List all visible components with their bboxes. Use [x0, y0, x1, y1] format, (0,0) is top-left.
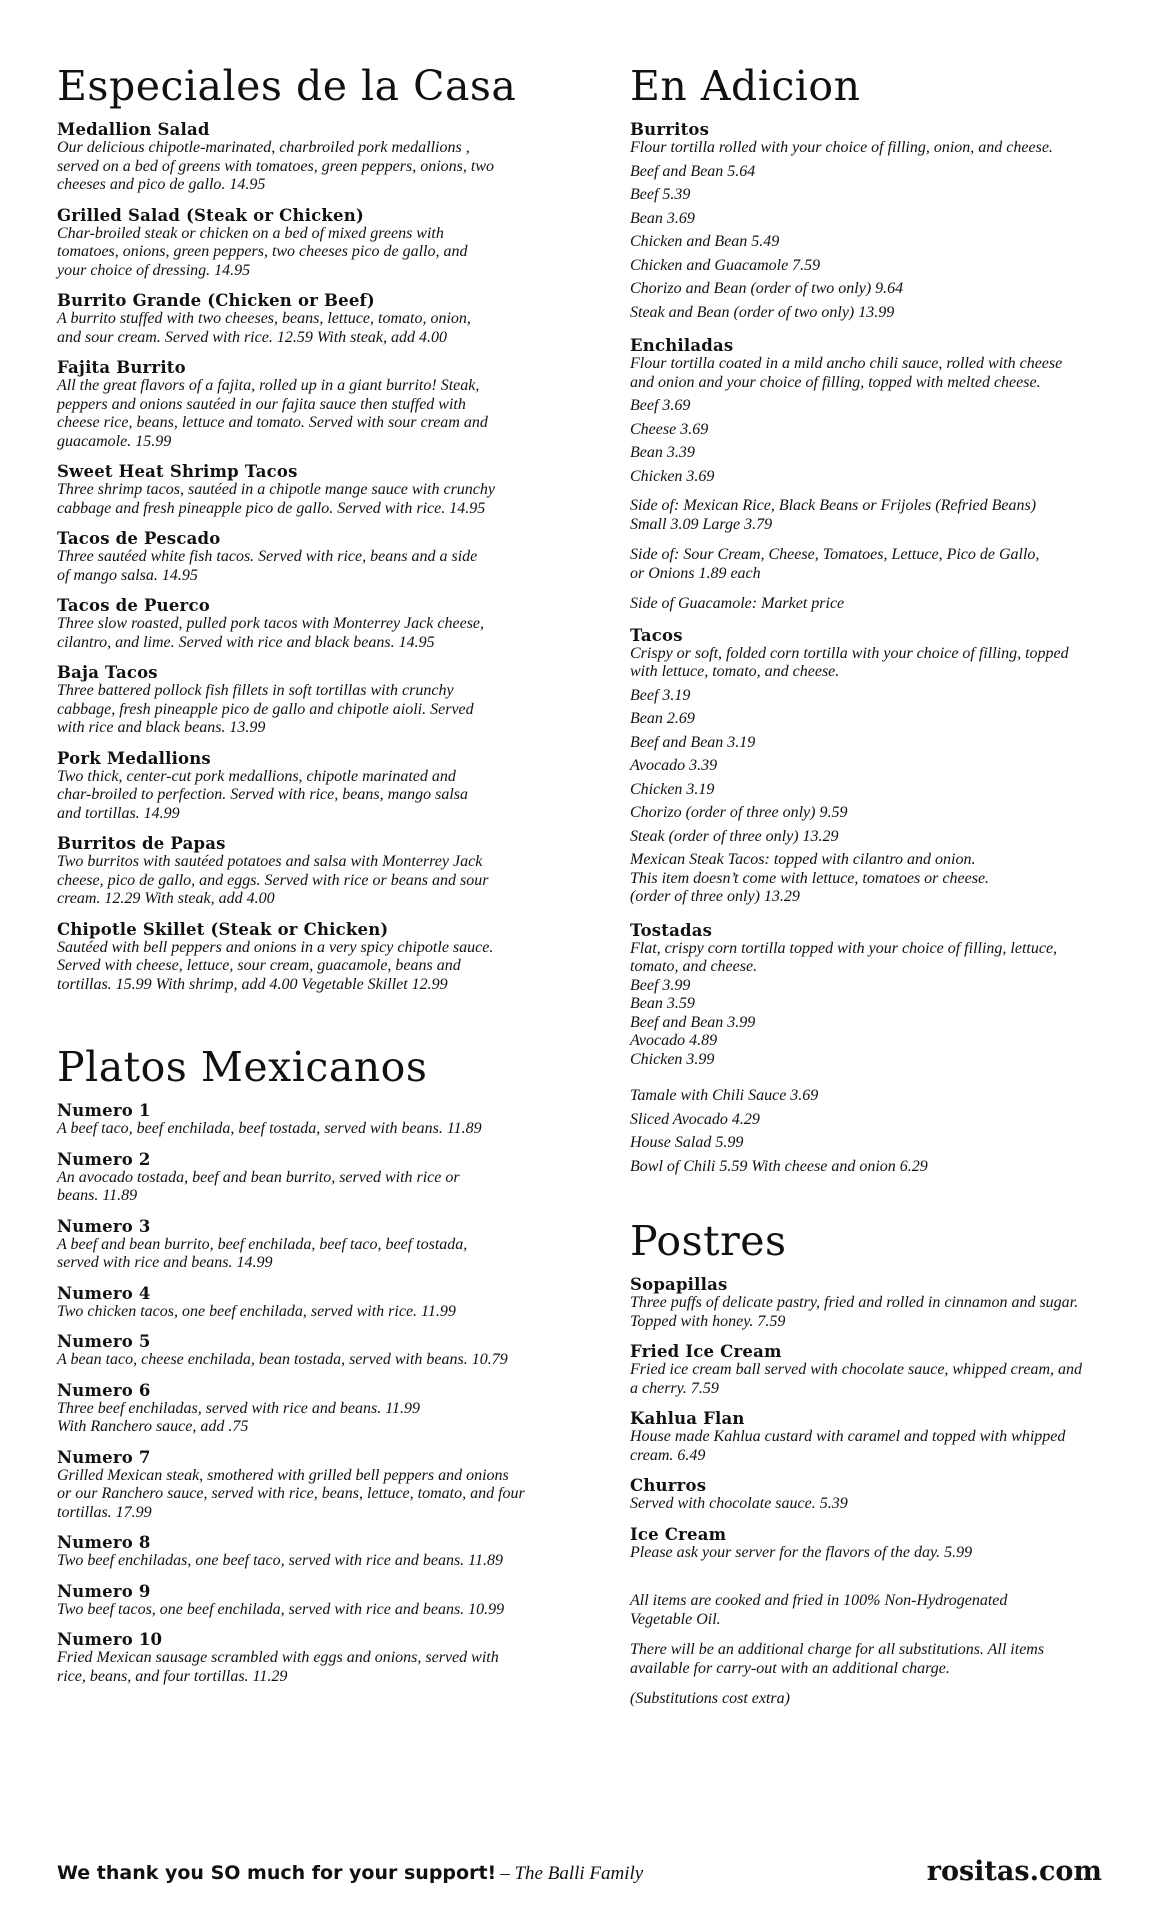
- postres-list: [630, 1275, 1120, 1562]
- tacos-name: Tacos: [630, 625, 683, 645]
- tostadas-name: Tostadas: [630, 920, 713, 940]
- menu-item: [57, 596, 577, 652]
- menu-item: [630, 1476, 1120, 1514]
- extra-item: House Salad 5.99: [630, 1134, 744, 1151]
- menu-item-desc: Two thick, center-cut pork medallions, chipotle marinated and char-broiled to perfection. Served with rice, beans, mango salsa and tortillas. 14.99: [57, 767, 469, 822]
- menu-note: All items are cooked and fried in 100% Non-Hydrogenated Vegetable Oil.: [630, 1592, 1008, 1628]
- right-column: [630, 62, 1120, 1721]
- extras-list: [630, 1087, 1120, 1176]
- menu-item-name: Fajita Burrito: [57, 358, 186, 377]
- footer: [57, 1856, 1102, 1902]
- left-column: [57, 62, 577, 1697]
- burrito-option: Beef and Bean 5.64: [630, 162, 756, 180]
- menu-item-desc: Fried Mexican sausage scrambled with eggs and onions, served with rice, beans, and four tortillas. 11.29: [57, 1649, 499, 1685]
- menu-item-desc: Three sautéed white fish tacos. Served with rice, beans and a side of mango salsa. 14.95: [57, 548, 478, 584]
- menu-item: [57, 120, 577, 195]
- burrito-option: Chicken and Bean 5.49: [630, 233, 780, 250]
- menu-item: [630, 1525, 1120, 1563]
- especiales-list: [57, 120, 577, 994]
- burritos-options: [630, 163, 1120, 323]
- burrito-option: Beef 5.39: [630, 186, 691, 203]
- tacos-desc: Crispy or soft, folded corn tortilla with your choice of filling, topped with lettuce, tomato, and cheese.: [630, 644, 1069, 680]
- thanks-message: We thank you SO much for your support!: [57, 1862, 497, 1884]
- especiales-title: Especiales de la Casa: [57, 62, 517, 110]
- side-option: Side of: Mexican Rice, Black Beans or Frijoles (Refried Beans) Small 3.09 Large 3.79: [630, 497, 1037, 533]
- menu-item-name: Medallion Salad: [57, 120, 210, 139]
- enchiladas-options: [630, 397, 1120, 486]
- menu-item-desc: Three shrimp tacos, sautéed in a chipotle mange sauce with crunchy cabbage and fresh pineapple pico de gallo. Served with rice. 14.95: [57, 481, 495, 517]
- menu-item-name: Numero 1: [57, 1101, 151, 1120]
- menu-item-name: Numero 6: [57, 1380, 151, 1400]
- menu-item: [57, 1381, 577, 1437]
- menu-note: There will be an additional charge for all substitutions. All items available for carry-out with an additional charge.: [630, 1641, 1045, 1677]
- menu-item: [57, 1582, 577, 1620]
- menu-item-name: Numero 2: [57, 1149, 151, 1169]
- menu-item-name: Tacos de Puerco: [57, 596, 210, 615]
- menu-item-desc: A beef and bean burrito, beef enchilada, beef taco, beef tostada, served with rice and beans. 14.99: [57, 1235, 468, 1271]
- menu-item: [57, 1150, 577, 1206]
- menu-item: [57, 749, 577, 824]
- extra-item: Sliced Avocado 4.29: [630, 1110, 760, 1128]
- menu-item-desc: All the great flavors of a fajita, rolled up in a giant burrito! Steak, peppers and onions sautéed in our fajita sauce then stuffed with cheese rice, beans, lettuce and tomato. Served with sour cream and guacamole. 15.99: [57, 377, 488, 450]
- tacos-note: Mexican Steak Tacos: topped with cilantro and onion. This item doesn’t come with lettuce, tomatoes or cheese. (order of three only) 13.29: [630, 851, 990, 905]
- menu-item-name: Burrito Grande (Chicken or Beef): [57, 291, 375, 310]
- enchiladas-name: Enchiladas: [630, 336, 734, 355]
- tostadas-desc: Flat, crispy corn tortilla topped with your choice of filling, lettuce, tomato, and cheese.: [630, 939, 1058, 975]
- menu-item-desc: Three beef enchiladas, served with rice and beans. 11.99 With Ranchero sauce, add .75: [57, 1399, 421, 1435]
- menu-item-name: Grilled Salad (Steak or Chicken): [57, 205, 364, 225]
- menu-item: [57, 1533, 577, 1571]
- menu-item-name: Sweet Heat Shrimp Tacos: [57, 462, 298, 481]
- menu-item: [57, 358, 577, 451]
- menu-item-name: Tacos de Pescado: [57, 529, 221, 548]
- menu-item-desc: Three slow roasted, pulled pork tacos with Monterrey Jack cheese, cilantro, and lime. Served with rice and black beans. 14.95: [57, 615, 485, 651]
- platos-list: [57, 1101, 577, 1686]
- platos-title: Platos Mexicanos: [57, 1043, 428, 1091]
- menu-item: [57, 1630, 577, 1686]
- menu-note: (Substitutions cost extra): [630, 1690, 790, 1707]
- tacos-group: [630, 626, 1120, 907]
- taco-option: Chicken 3.19: [630, 780, 715, 798]
- menu-item: [57, 462, 577, 518]
- menu-item-desc: Two burritos with sautéed potatoes and salsa with Monterrey Jack cheese, pico de gallo, and eggs. Served with rice or beans and sour cream. 12.29 With steak, add 4.00: [57, 853, 489, 907]
- menu-item: [57, 663, 577, 738]
- enchilada-option: Chicken 3.69: [630, 467, 715, 485]
- menu-item-name: Numero 7: [57, 1447, 151, 1467]
- menu-item-desc: A beef taco, beef enchilada, beef tostada, served with beans. 11.89: [57, 1120, 482, 1137]
- menu-item: [630, 1342, 1120, 1398]
- burrito-option: Bean 3.69: [630, 209, 695, 227]
- adicion-title: En Adicion: [630, 62, 861, 110]
- menu-item-desc: House made Kahlua custard with caramel and topped with whipped cream. 6.49: [630, 1428, 1066, 1464]
- website-link[interactable]: rositas.com: [926, 1856, 1102, 1887]
- menu-item-name: Chipotle Skillet (Steak or Chicken): [57, 919, 389, 939]
- menu-item: [57, 206, 577, 281]
- menu-item-name: Kahlua Flan: [630, 1409, 745, 1428]
- menu-item-desc: Our delicious chipotle-marinated, charbroiled pork medallions , served on a bed of greens with tomatoes, green peppers, onions, two cheeses and pico de gallo. 14.95: [57, 139, 494, 193]
- menu-item-desc: A bean taco, cheese enchilada, bean tostada, served with beans. 10.79: [57, 1351, 508, 1368]
- menu-item: [630, 1409, 1120, 1465]
- menu-item-desc: Three battered pollock fish fillets in soft tortillas with crunchy cabbage, fresh pineapple pico de gallo and chipotle aioli. Served with rice and black beans. 13.99: [57, 682, 474, 736]
- menu-item-name: Numero 10: [57, 1630, 163, 1649]
- family-signature: – The Balli Family: [500, 1863, 644, 1884]
- menu-item-name: Numero 4: [57, 1283, 151, 1303]
- postres-title: Postres: [630, 1217, 787, 1265]
- sides-list: [630, 497, 1120, 614]
- menu-item: [57, 834, 577, 909]
- menu-item-desc: Two beef tacos, one beef enchilada, served with rice and beans. 10.99: [57, 1600, 505, 1618]
- taco-option: Steak (order of three only) 13.29: [630, 827, 839, 845]
- menu-item-name: Churros: [630, 1476, 707, 1495]
- menu-item-desc: An avocado tostada, beef and bean burrito, served with rice or beans. 11.89: [57, 1168, 460, 1204]
- extra-item: Tamale with Chili Sauce 3.69: [630, 1087, 819, 1104]
- menu-item-name: Numero 5: [57, 1332, 151, 1351]
- burritos-desc: Flour tortilla rolled with your choice of filling, onion, and cheese.: [630, 139, 1053, 156]
- taco-option: Beef 3.19: [630, 686, 691, 704]
- menu-item: [57, 1332, 577, 1370]
- menu-item-desc: Two chicken tacos, one beef enchilada, served with rice. 11.99: [57, 1302, 456, 1320]
- enchiladas-group: [630, 336, 1120, 486]
- menu-item: [57, 920, 577, 995]
- menu-item-desc: A burrito stuffed with two cheeses, beans, lettuce, tomato, onion, and sour cream. Served with rice. 12.59 With steak, add 4.00: [57, 310, 471, 346]
- burrito-option: Chorizo and Bean (order of two only) 9.64: [630, 280, 904, 297]
- menu-item-desc: Grilled Mexican steak, smothered with grilled bell peppers and onions or our Ranchero sauce, served with rice, beans, lettuce, tomato, and four tortillas. 17.99: [57, 1466, 525, 1521]
- side-option: Side of Guacamole: Market price: [630, 595, 845, 612]
- enchilada-option: Beef 3.69: [630, 397, 691, 414]
- menu-item-desc: Please ask your server for the flavors of the day. 5.99: [630, 1543, 973, 1561]
- burritos-group: [630, 120, 1120, 322]
- tostada-option: Bean 3.59: [630, 995, 695, 1012]
- menu-item: [57, 1101, 577, 1139]
- tostada-option: Beef and Bean 3.99: [630, 1013, 756, 1031]
- menu-item-name: Numero 8: [57, 1533, 151, 1552]
- side-option: Side of: Sour Cream, Cheese, Tomatoes, Lettuce, Pico de Gallo, or Onions 1.89 each: [630, 546, 1040, 582]
- burrito-option: Chicken and Guacamole 7.59: [630, 256, 821, 274]
- tostada-option: Chicken 3.99: [630, 1050, 715, 1068]
- taco-option: Bean 2.69: [630, 710, 695, 727]
- tostadas-options: [630, 977, 1120, 1070]
- menu-item-desc: Fried ice cream ball served with chocolate sauce, whipped cream, and a cherry. 7.59: [630, 1361, 1083, 1397]
- tostada-option: Avocado 4.89: [630, 1032, 718, 1049]
- tacos-options: [630, 687, 1120, 847]
- enchilada-option: Cheese 3.69: [630, 420, 709, 438]
- menu-item-desc: Three puffs of delicate pastry, fried and rolled in cinnamon and sugar. Topped with honey. 7.59: [630, 1294, 1079, 1330]
- enchilada-option: Bean 3.39: [630, 444, 695, 461]
- menu-item: [57, 1448, 577, 1523]
- burritos-name: Burritos: [630, 120, 710, 139]
- menu-item: [57, 1284, 577, 1322]
- menu-item-desc: Served with chocolate sauce. 5.39: [630, 1495, 848, 1512]
- menu-item-desc: Sautéed with bell peppers and onions in a very spicy chipotle sauce. Served with cheese, lettuce, sour cream, guacamole, beans and tortillas. 15.99 With shrimp, add 4.00 Vegetable Skillet 12.99: [57, 938, 494, 993]
- menu-item-name: Ice Cream: [630, 1524, 727, 1544]
- tostada-option: Beef 3.99: [630, 976, 691, 994]
- menu-item-desc: Two beef enchiladas, one beef taco, served with rice and beans. 11.89: [57, 1552, 503, 1569]
- burrito-option: Steak and Bean (order of two only) 13.99: [630, 303, 895, 321]
- extra-item: Bowl of Chili 5.59 With cheese and onion 6.29: [630, 1157, 928, 1175]
- menu-item-name: Numero 9: [57, 1581, 151, 1601]
- menu-item: [57, 1217, 577, 1273]
- menu-item: [57, 529, 577, 585]
- taco-option: Beef and Bean 3.19: [630, 733, 756, 751]
- taco-option: Chorizo (order of three only) 9.59: [630, 804, 848, 821]
- menu-item-name: Fried Ice Cream: [630, 1342, 782, 1361]
- menu-item-name: Pork Medallions: [57, 748, 211, 768]
- menu-item-name: Burritos de Papas: [57, 834, 226, 853]
- menu-item-desc: Char-broiled steak or chicken on a bed of mixed greens with tomatoes, onions, green peppers, two cheeses pico de gallo, and your choice of dressing. 14.95: [57, 224, 468, 279]
- postres-notes: [630, 1592, 1120, 1709]
- menu-item-name: Numero 3: [57, 1216, 151, 1236]
- menu-item: [57, 291, 577, 347]
- enchiladas-desc: Flour tortilla coated in a mild ancho chili sauce, rolled with cheese and onion and your choice of filling, topped with melted cheese.: [630, 355, 1063, 391]
- menu-item: [630, 1275, 1120, 1331]
- menu-item-name: Baja Tacos: [57, 663, 158, 682]
- taco-option: Avocado 3.39: [630, 757, 718, 774]
- menu-item-name: Sopapillas: [630, 1275, 728, 1294]
- tostadas-group: [630, 921, 1120, 1070]
